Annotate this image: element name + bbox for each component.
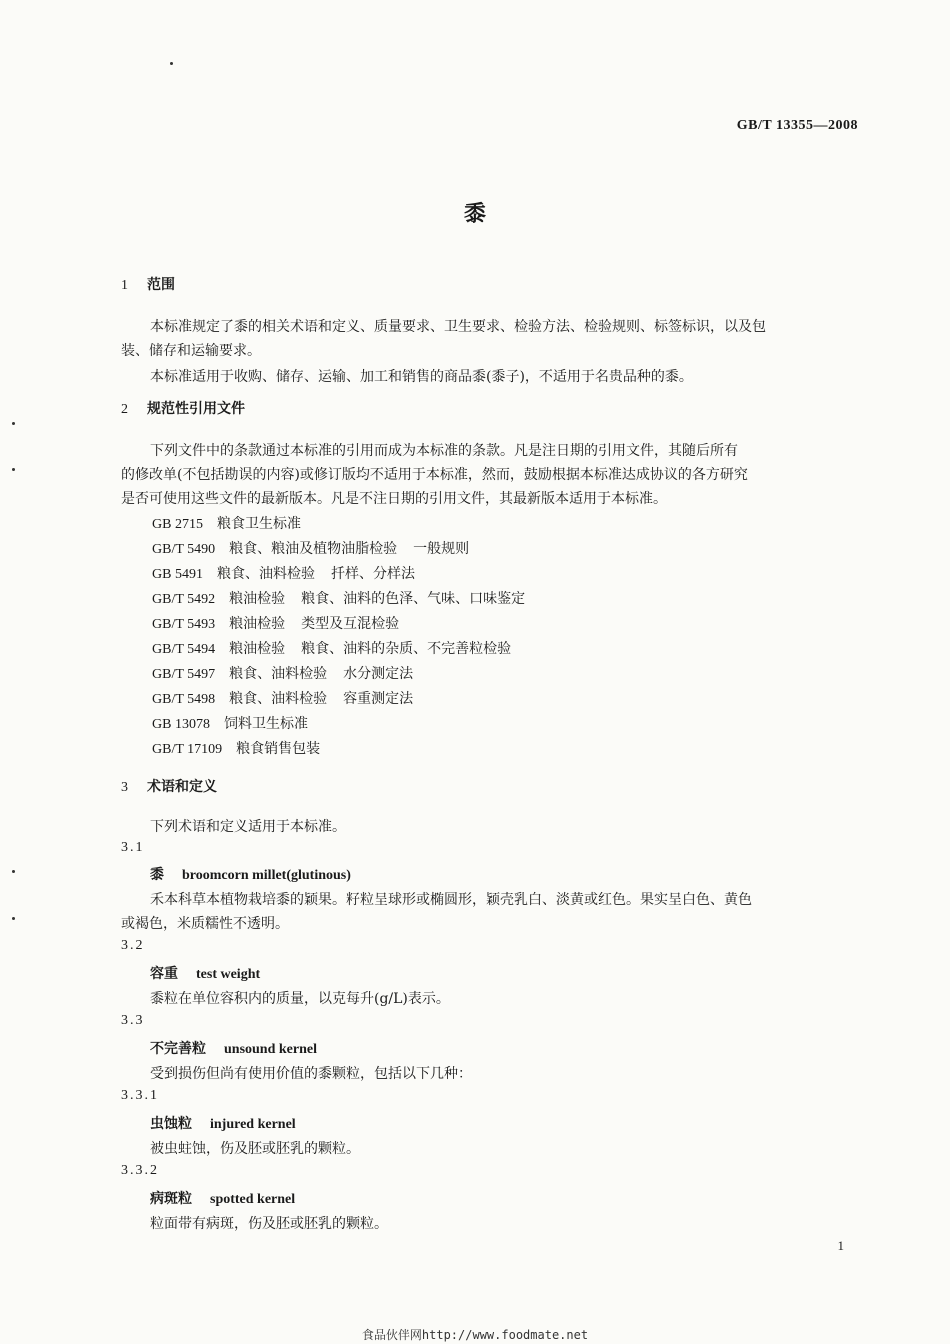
term-definition: 禾本科草本植物栽培黍的颖果。籽粒呈球形或椭圆形，颖壳乳白、淡黄或红色。果实呈白色、黄色 [150,892,752,908]
section-title: 范围 [147,277,175,293]
reference-title: 粮食卫生标准 [216,516,301,532]
paragraph-line: 的修改单(不包括勘误的内容)或修订版均不适用于本标准，然而，鼓励根据本标准达成协议的各方研究 [121,467,748,483]
reference-title: 粮食销售包装 [236,741,321,757]
term-definition: 粒面带有病斑，伤及胚或胚乳的颗粒。 [150,1216,388,1232]
reference-code: GB 13078 [152,717,210,732]
reference-title: 粮油检验 [229,616,286,632]
reference-code: GB/T 17109 [152,742,223,757]
term-number: 3.3.1 [121,1088,159,1103]
reference-subtitle: 水分测定法 [343,666,414,682]
reference-subtitle: 粮食、油料的杂质、不完善粒检验 [301,641,512,657]
term-number: 3.3 [121,1013,145,1028]
paragraph-line: 下列术语和定义适用于本标准。 [150,819,346,835]
reference-code: GB 2715 [152,517,203,532]
reference-title: 粮油检验 [229,591,286,607]
page-number: 1 [837,1238,844,1253]
term-english: spotted kernel [210,1192,296,1207]
reference-title: 粮油检验 [229,641,286,657]
term-heading [150,864,351,884]
reference-item [152,638,511,658]
reference-item [152,738,320,758]
reference-item [152,613,399,633]
term-english: test weight [196,967,261,982]
paragraph-line: 是否可使用这些文件的最新版本。凡是不注日期的引用文件，其最新版本适用于本标准。 [121,491,667,507]
reference-item [152,588,525,608]
term-number: 3.1 [121,840,145,855]
term-definition: 黍粒在单位容积内的质量，以克每升(g/L)表示。 [150,991,450,1007]
reference-code: GB 5491 [152,567,203,582]
paragraph-line: 下列文件中的条款通过本标准的引用而成为本标准的条款。凡是注日期的引用文件，其随后所有 [150,443,738,459]
reference-code: GB/T 5498 [152,692,216,707]
reference-code: GB/T 5492 [152,592,216,607]
reference-item [152,538,469,558]
term-heading [150,1113,296,1133]
reference-item [152,563,415,583]
term-english: broomcorn millet(glutinous) [182,868,351,883]
paragraph-line: 装、储存和运输要求。 [121,343,261,359]
reference-title: 饲料卫生标准 [223,716,308,732]
reference-title: 粮食、油料检验 [216,566,315,582]
section-number: 3 [121,780,128,795]
section-number: 1 [121,278,128,293]
scan-speck [12,917,15,920]
reference-subtitle: 一般规则 [413,541,470,557]
paragraph-line: 本标准适用于收购、储存、运输、加工和销售的商品黍(黍子)，不适用于名贵品种的黍。 [150,369,693,385]
term-heading [150,1038,317,1058]
term-heading [150,1188,295,1208]
reference-item [152,688,413,708]
term-number: 3.2 [121,938,145,953]
scan-speck [12,870,15,873]
section-2-heading [121,398,245,418]
term-heading [150,963,260,983]
reference-title: 粮食、油料检验 [229,691,328,707]
reference-code: GB/T 5493 [152,617,216,632]
section-number: 2 [121,402,128,417]
paragraph-line: 本标准规定了黍的相关术语和定义、质量要求、卫生要求、检验方法、检验规则、标签标识，以及包 [150,319,766,335]
reference-subtitle: 粮食、油料的色泽、气味、口味鉴定 [301,591,526,607]
term-number: 3.3.2 [121,1163,159,1178]
section-title: 规范性引用文件 [147,401,245,417]
scan-speck [170,62,173,65]
reference-subtitle: 类型及互混检验 [301,616,400,632]
reference-subtitle: 扦样、分样法 [330,566,415,582]
term-definition: 被虫蛀蚀，伤及胚或胚乳的颗粒。 [150,1141,360,1157]
reference-subtitle: 容重测定法 [343,691,414,707]
reference-item [152,713,308,733]
term-chinese: 黍 [150,867,164,883]
scan-speck [12,468,15,471]
term-chinese: 容重 [150,966,178,982]
section-1-heading [121,274,175,294]
section-title: 术语和定义 [147,779,217,795]
reference-code: GB/T 5497 [152,667,216,682]
term-english: injured kernel [210,1117,296,1132]
reference-code: GB/T 5494 [152,642,216,657]
term-chinese: 病斑粒 [150,1191,192,1207]
scan-speck [12,422,15,425]
term-english: unsound kernel [224,1042,317,1057]
reference-title: 粮食、油料检验 [229,666,328,682]
footer-watermark: 食品伙伴网http://www.foodmate.net [361,1328,589,1342]
section-3-heading [121,776,217,796]
standard-code: GB/T 13355—2008 [736,118,858,133]
term-chinese: 虫蚀粒 [150,1116,192,1132]
reference-item [152,513,301,533]
document-title: 黍 [463,202,486,227]
term-definition: 受到损伤但尚有使用价值的黍颗粒，包括以下几种： [150,1066,472,1082]
reference-title: 粮食、粮油及植物油脂检验 [229,541,398,557]
term-chinese: 不完善粒 [150,1041,206,1057]
reference-code: GB/T 5490 [152,542,216,557]
reference-item [152,663,413,683]
term-definition: 或褐色，米质糯性不透明。 [121,916,289,932]
